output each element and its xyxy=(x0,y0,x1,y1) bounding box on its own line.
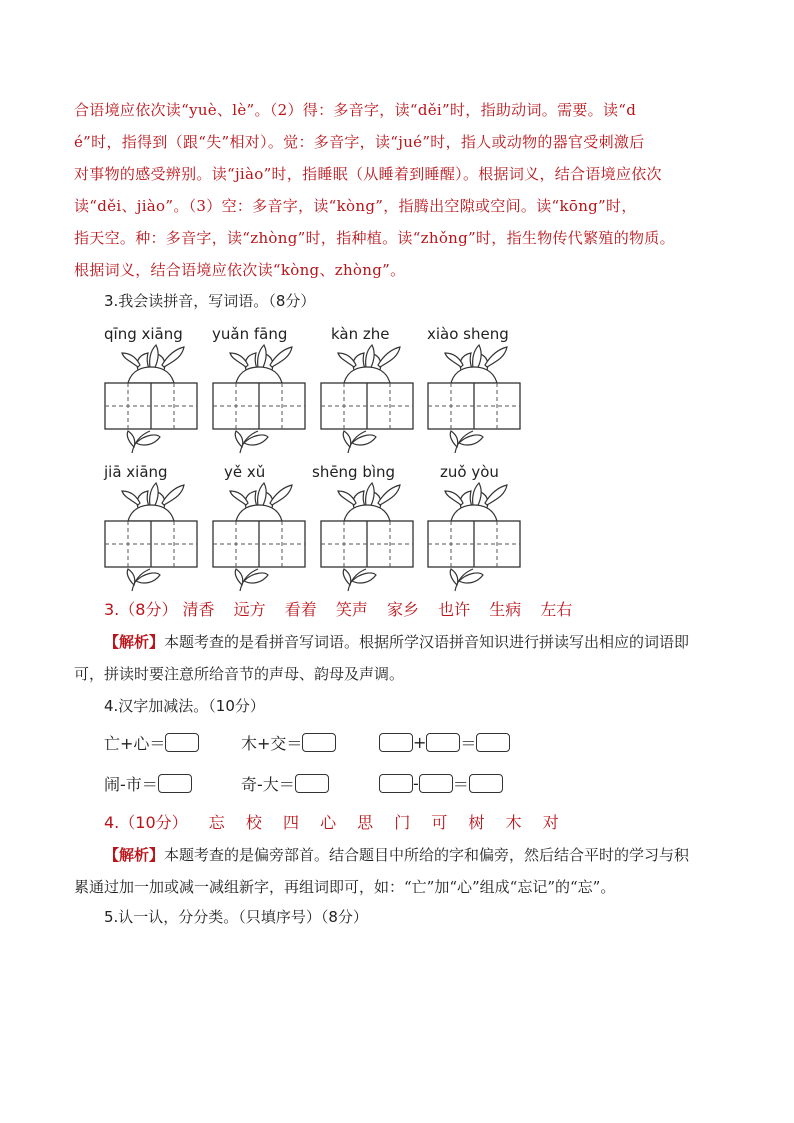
answer-box[interactable] xyxy=(158,774,192,793)
answer-char: 思 xyxy=(357,813,374,832)
answer-box[interactable] xyxy=(419,774,453,793)
answer-word: 远方 xyxy=(233,600,266,619)
expression-text: 木+交＝ xyxy=(241,734,303,753)
explanation-line: 根据词义，结合语境应依次读“kòng、zhòng”。 xyxy=(74,261,406,279)
question-3-heading: 3.我会读拼音，写词语。（8分） xyxy=(104,292,316,310)
answer-char: 校 xyxy=(245,813,262,832)
pinyin-label: zuǒ yòu xyxy=(440,463,499,481)
expression-text: 闹-市＝ xyxy=(104,775,158,794)
operator: ＝ xyxy=(460,734,477,753)
writing-grid[interactable] xyxy=(427,483,527,593)
writing-grid[interactable] xyxy=(427,345,527,455)
expression-text: 奇-大＝ xyxy=(241,775,295,794)
question-3-answer xyxy=(104,597,586,620)
question-5-heading: 5.认一认，分分类。（只填序号）（8分） xyxy=(104,908,368,926)
pinyin-label: yuǎn fāng xyxy=(212,325,288,343)
writing-grid[interactable] xyxy=(320,345,420,455)
expression xyxy=(379,731,510,754)
operator: ＝ xyxy=(452,775,469,794)
writing-grid[interactable] xyxy=(212,483,312,593)
answer-box[interactable] xyxy=(165,733,199,752)
expression xyxy=(104,731,199,754)
answer-char: 门 xyxy=(394,813,411,832)
question-4-answer xyxy=(104,810,575,833)
pinyin-label: kàn zhe xyxy=(331,325,390,343)
question-4-heading: 4.汉字加减法。（10分） xyxy=(104,697,265,715)
answer-char: 树 xyxy=(468,813,485,832)
pinyin-label: yě xǔ xyxy=(224,463,266,481)
analysis-tag: 【解析】 xyxy=(104,633,165,651)
answer-prefix: 4.（10分） xyxy=(104,813,188,832)
analysis-line: 可，拼读时要注意所给音节的声母、韵母及声调。 xyxy=(74,665,405,683)
answer-box[interactable] xyxy=(379,774,413,793)
expression xyxy=(241,772,329,795)
answer-word: 左右 xyxy=(540,600,573,619)
expression xyxy=(104,772,192,795)
answer-box[interactable] xyxy=(476,733,510,752)
answer-box[interactable] xyxy=(379,733,413,752)
pinyin-label: xiào sheng xyxy=(427,325,509,343)
pinyin-label: jiā xiāng xyxy=(104,463,168,481)
answer-char: 心 xyxy=(320,813,337,832)
question-4-analysis xyxy=(74,839,734,903)
answer-word: 也许 xyxy=(438,600,471,619)
answer-char: 四 xyxy=(282,813,299,832)
analysis-tag: 【解析】 xyxy=(104,846,165,864)
answer-prefix: 3.（8分） xyxy=(104,600,178,619)
explanation-paragraph xyxy=(74,94,724,286)
writing-grid[interactable] xyxy=(104,483,204,593)
operator: - xyxy=(413,774,419,793)
explanation-line: 指天空。种：多音字，读“zhòng”时，指种植。读“zhǒng”时，指生物传代繁殖的物质。 xyxy=(74,229,675,247)
answer-word: 看着 xyxy=(284,600,317,619)
explanation-line: 对事物的感受辨别。读“jiào”时，指睡眠（从睡着到睡醒）。根据词义，结合语境应依次 xyxy=(74,165,662,183)
explanation-line: 读“děi、jiào”。（3）空：多音字，读“kòng”，指腾出空隙或空间。读“kōng”时， xyxy=(74,197,637,215)
answer-word: 清香 xyxy=(182,600,215,619)
answer-box[interactable] xyxy=(469,774,503,793)
answer-char: 对 xyxy=(542,813,559,832)
answer-word: 生病 xyxy=(489,600,522,619)
pinyin-label: qīng xiāng xyxy=(104,325,183,343)
expression xyxy=(241,731,336,754)
answer-char: 木 xyxy=(505,813,522,832)
analysis-line: 本题考查的是看拼音写词语。根据所学汉语拼音知识进行拼读写出相应的词语即 xyxy=(164,633,690,651)
answer-char: 忘 xyxy=(208,813,225,832)
writing-grid[interactable] xyxy=(104,345,204,455)
analysis-line: 本题考查的是偏旁部首。结合题目中所给的字和偏旁，然后结合平时的学习与积 xyxy=(164,846,690,864)
pinyin-label: shēng bìng xyxy=(312,463,396,481)
writing-grid[interactable] xyxy=(212,345,312,455)
expression xyxy=(379,772,503,795)
answer-word: 笑声 xyxy=(335,600,368,619)
explanation-line: é”时，指得到（跟“失”相对）。觉：多音字，读“jué”时，指人或动物的器官受刺激后 xyxy=(74,133,645,151)
writing-grid[interactable] xyxy=(320,483,420,593)
operator: + xyxy=(413,733,427,752)
answer-box[interactable] xyxy=(302,733,336,752)
explanation-line: 合语境应依次读“yuè、lè”。（2）得：多音字，读“děi”时，指助动词。需要。读“d xyxy=(74,101,637,119)
question-3-analysis xyxy=(74,626,734,690)
analysis-line: 累通过加一加或减一减组新字，再组词即可，如：“亡”加“心”组成“忘记”的“忘”。 xyxy=(74,878,616,896)
answer-word: 家乡 xyxy=(386,600,419,619)
answer-char: 可 xyxy=(431,813,448,832)
answer-box[interactable] xyxy=(426,733,460,752)
answer-box[interactable] xyxy=(295,774,329,793)
expression-text: 亡+心＝ xyxy=(104,734,166,753)
